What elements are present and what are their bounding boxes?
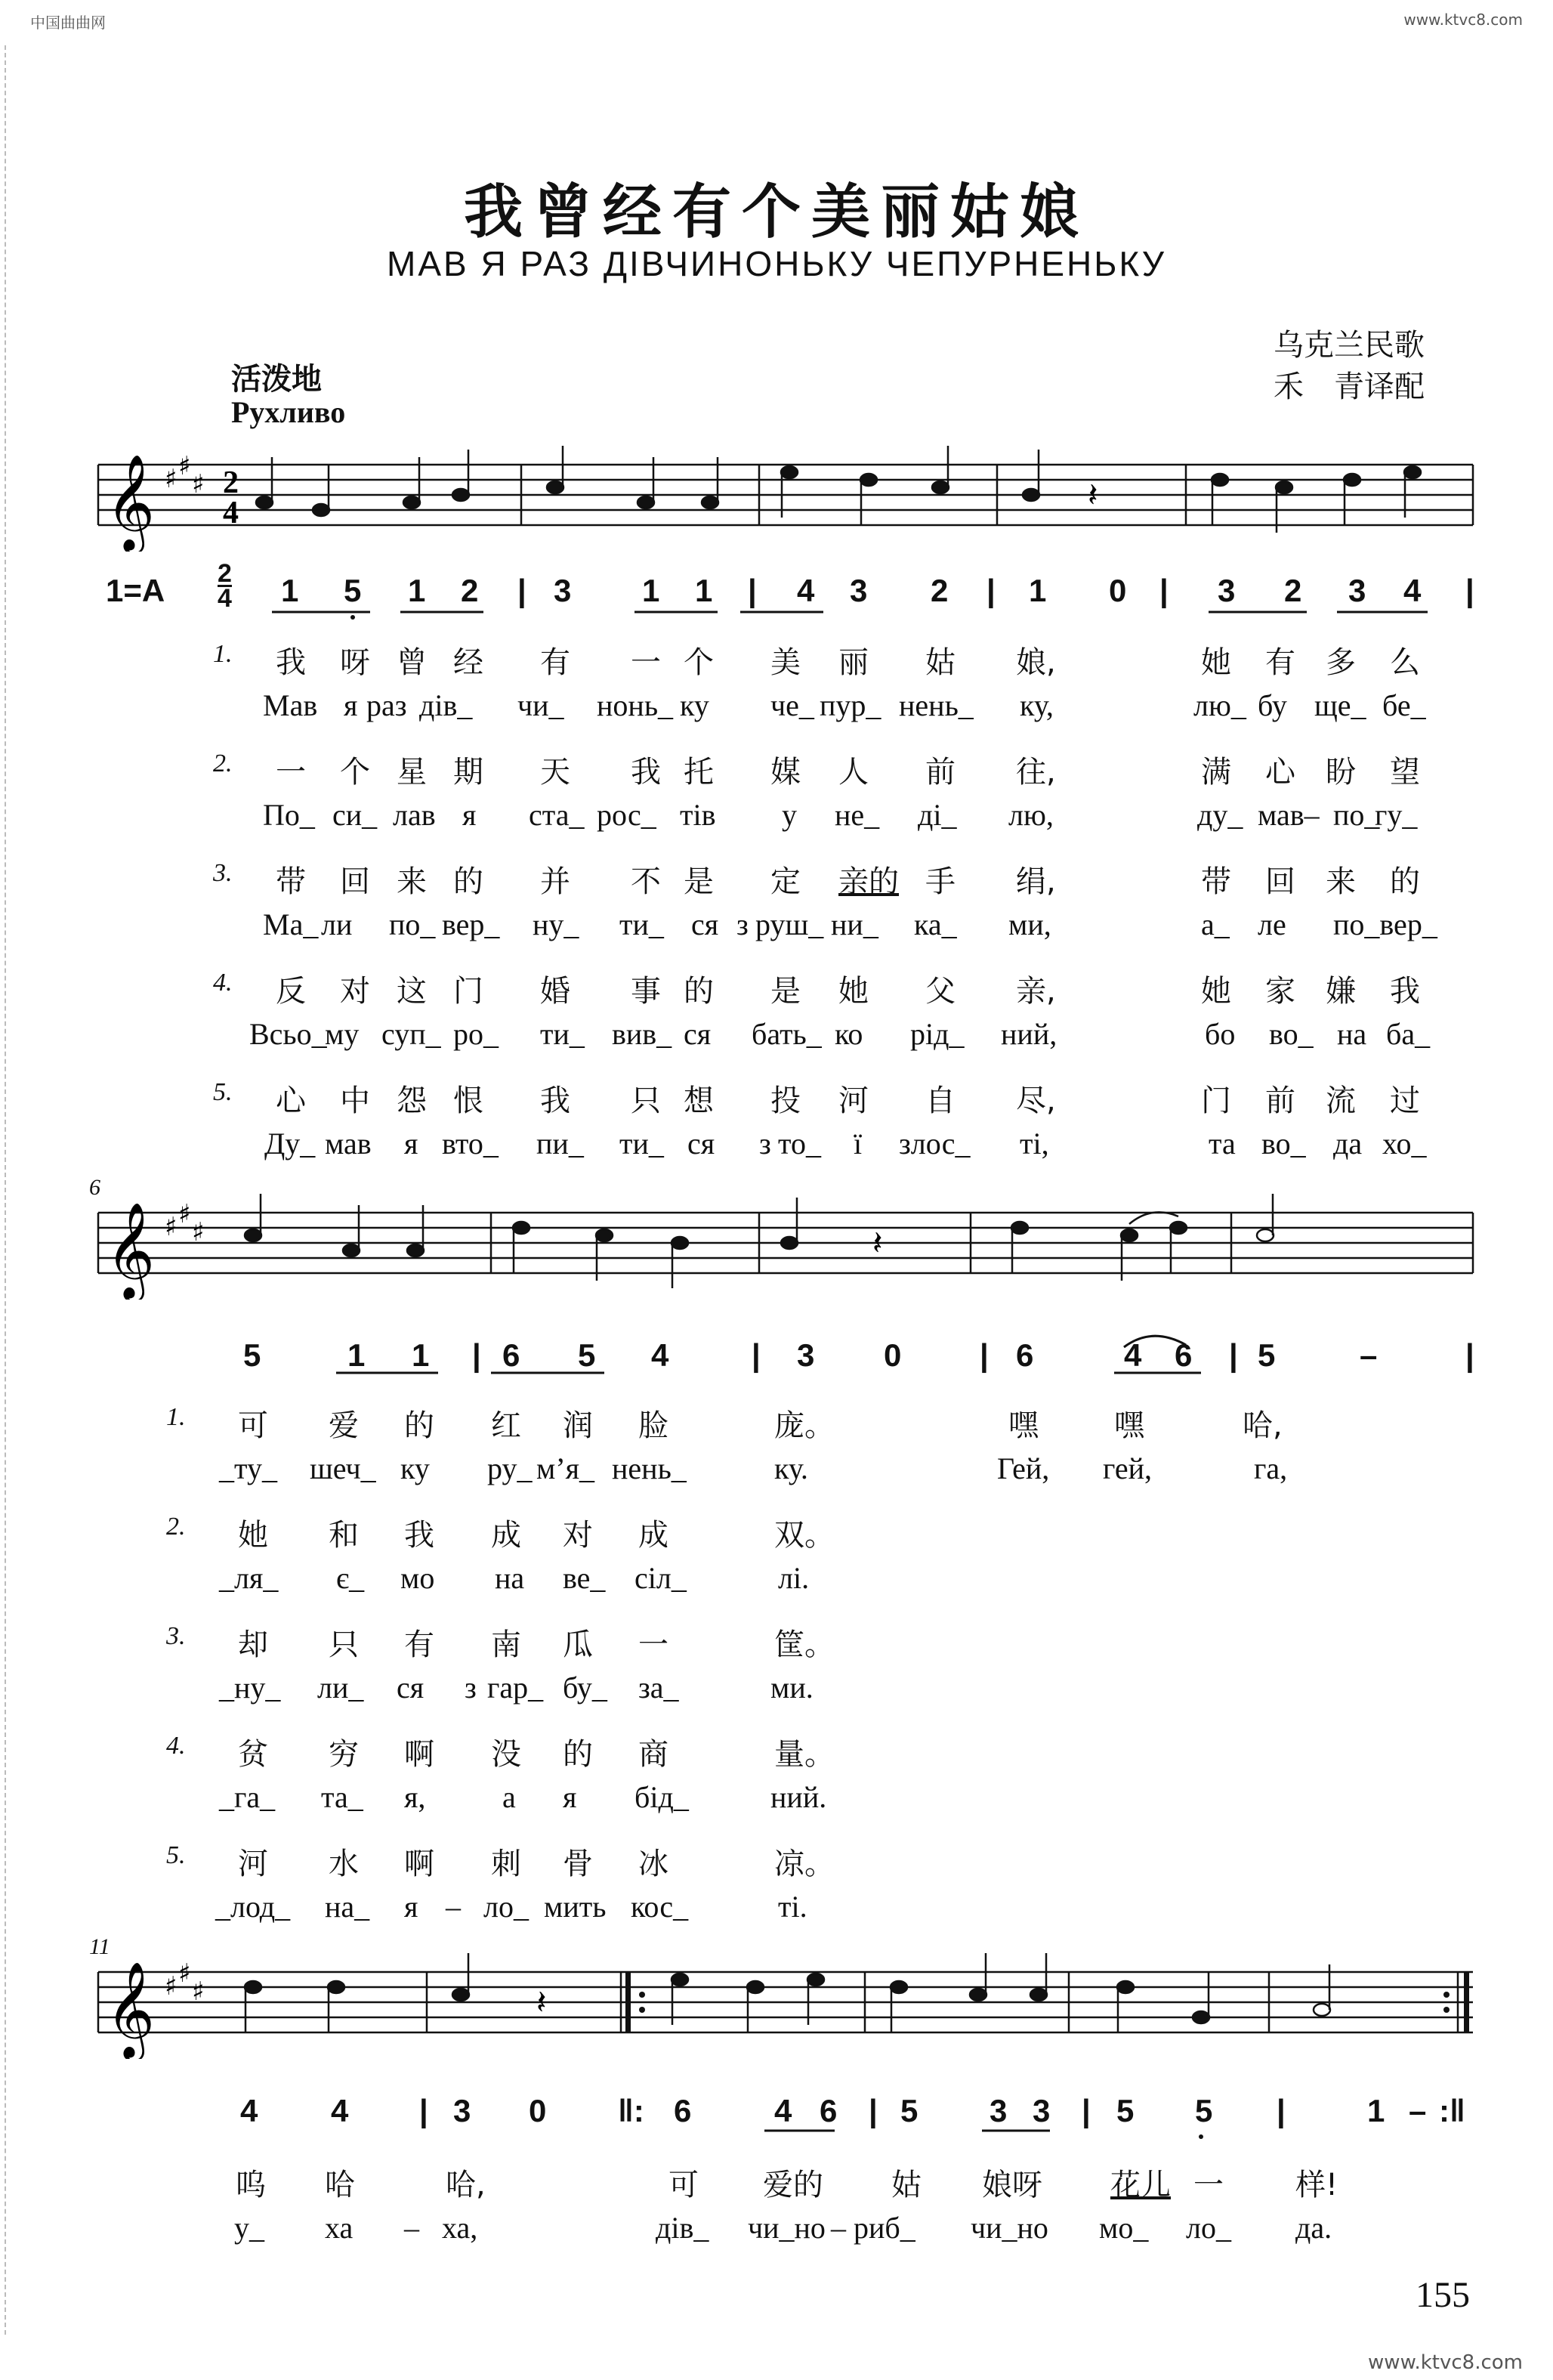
- svg-text:♯: ♯: [178, 451, 191, 481]
- svg-text:𝄽: 𝄽: [1088, 476, 1098, 515]
- staff-system-2: [83, 1194, 1480, 1300]
- watermark-top-right: www.ktvc8.com: [1403, 11, 1523, 29]
- svg-text:♯: ♯: [165, 1212, 178, 1242]
- tempo-ua: Рухливо: [231, 395, 346, 429]
- time-signature: [223, 465, 239, 530]
- translator-credit: 禾 青译配: [1274, 369, 1425, 404]
- svg-text:4: 4: [223, 496, 239, 530]
- measure-number-11: 11: [89, 1934, 110, 1959]
- page-number: 155: [1416, 2275, 1470, 2315]
- svg-text:♯: ♯: [178, 1958, 191, 1989]
- staff-system-3: [83, 1953, 1480, 2059]
- measure-number-6: 6: [89, 1175, 100, 1200]
- binding-margin: [5, 45, 32, 2335]
- svg-text:♯: ♯: [192, 469, 205, 499]
- tempo-zh: 活泼地: [231, 362, 322, 397]
- watermark-top-left: 中国曲曲网: [30, 14, 106, 32]
- key-signature: 1=A: [106, 573, 165, 608]
- svg-text:𝄽: 𝄽: [536, 1983, 547, 2022]
- watermark-bottom-right: www.ktvc8.com: [1368, 2351, 1523, 2374]
- jianpu-time-signature: 2 4: [218, 559, 232, 613]
- staff-system-1: [83, 446, 1480, 552]
- jianpu-underlines-2: [0, 1326, 1553, 1379]
- treble-clef-icon: 𝄞: [106, 1201, 156, 1298]
- song-subtitle: МАВ Я РАЗ ДІВЧИНОНЬКУ ЧЕПУРНЕНЬКУ: [387, 244, 1166, 283]
- svg-text:2: 2: [223, 465, 239, 500]
- treble-clef-icon: 𝄞: [106, 453, 156, 550]
- svg-text:♯: ♯: [192, 1977, 205, 2007]
- svg-text:♯: ♯: [178, 1199, 191, 1229]
- svg-text:♯: ♯: [192, 1217, 205, 1247]
- svg-text:𝄽: 𝄽: [872, 1224, 883, 1263]
- jianpu-underlines-3: [0, 2128, 1553, 2140]
- treble-clef-icon: 𝄞: [106, 1961, 156, 2057]
- song-title: 我曾经有个美丽姑娘: [463, 178, 1089, 246]
- svg-text:♯: ♯: [165, 1971, 178, 2001]
- origin-credit: 乌克兰民歌: [1274, 328, 1425, 363]
- jianpu-underlines-1: [0, 609, 1553, 620]
- svg-text:♯: ♯: [165, 464, 178, 494]
